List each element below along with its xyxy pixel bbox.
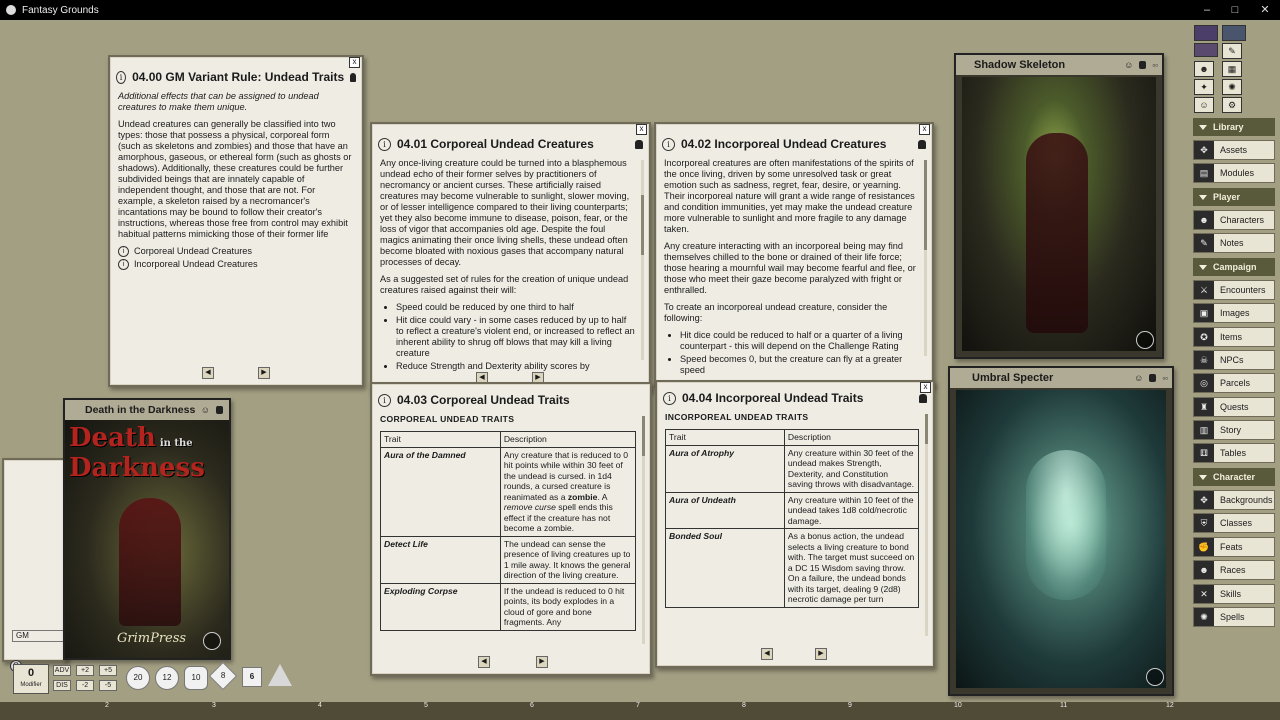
link-corporeal[interactable]	[118, 246, 354, 257]
scrollbar[interactable]	[925, 414, 928, 636]
d4-icon[interactable]	[268, 664, 292, 686]
target-icon[interactable]	[1136, 331, 1154, 349]
classes-icon: ⛨	[1194, 514, 1214, 532]
variant-rule-window[interactable]	[108, 55, 364, 387]
hotkey-number: 12	[1166, 702, 1174, 709]
sidebar-item-images[interactable]	[1193, 303, 1275, 323]
minus-5-button[interactable]: -5	[99, 680, 117, 691]
minimize-button[interactable]: –	[1203, 4, 1211, 16]
target-icon[interactable]	[203, 632, 221, 650]
page-nav	[657, 648, 933, 660]
party-icon[interactable]: ☺	[1194, 97, 1214, 113]
sidebar-item-npcs[interactable]	[1193, 350, 1275, 370]
window-title: 04.02 Incorporeal Undead Creatures	[681, 137, 887, 151]
bullet-list	[664, 330, 918, 376]
table-row	[381, 583, 636, 630]
window-header[interactable]	[662, 134, 926, 154]
category-label: Character	[1213, 472, 1256, 482]
app-icon	[6, 5, 16, 15]
specter-art	[956, 390, 1166, 688]
window-header[interactable]	[116, 67, 356, 87]
lock-icon[interactable]	[919, 394, 927, 403]
chevron-down-icon	[1199, 475, 1207, 480]
sidebar-item-label: Tables	[1220, 448, 1247, 458]
trait-name: Detect Life	[381, 536, 501, 583]
category-campaign[interactable]	[1193, 258, 1275, 276]
races-icon: ☻	[1194, 561, 1214, 579]
lock-icon[interactable]	[216, 406, 223, 414]
column-header: Description	[784, 430, 918, 446]
sidebar-item-backgrounds[interactable]	[1193, 490, 1275, 510]
link-icon: i	[118, 246, 129, 257]
hotkey-number: 6	[530, 702, 534, 709]
minus-2-button[interactable]: -2	[76, 680, 94, 691]
hotkey-bar[interactable]	[0, 702, 1280, 720]
trait-name: Aura of the Damned	[381, 447, 501, 536]
sidebar-item-races[interactable]	[1193, 560, 1275, 580]
section-header: INCORPOREAL UNDEAD TRAITS	[665, 412, 809, 422]
info-icon: i	[378, 394, 391, 407]
sidebar-item-label: Images	[1220, 308, 1250, 318]
pin-icon[interactable]: ✎	[1222, 43, 1242, 59]
corporeal-traits-window[interactable]	[370, 382, 652, 676]
sidebar-item-encounters[interactable]	[1193, 280, 1275, 300]
scrollbar[interactable]	[924, 160, 927, 356]
window-body	[665, 412, 919, 646]
image-header[interactable]	[956, 55, 1162, 75]
window-title: 04.04 Incorporeal Undead Traits	[682, 391, 864, 405]
chat-window[interactable]	[2, 458, 68, 662]
table-row	[666, 529, 919, 608]
table-row	[381, 447, 636, 536]
desc-italic: remove curse	[503, 502, 556, 512]
desc-text: . A	[597, 491, 608, 502]
scroll-thumb[interactable]	[642, 416, 645, 456]
window-body	[664, 158, 918, 380]
next-page-button[interactable]: ▶	[815, 648, 827, 660]
sidebar-item-label: Characters	[1220, 215, 1265, 225]
column-header: Trait	[381, 432, 501, 448]
skeleton-art	[962, 77, 1156, 351]
figure-silhouette	[119, 498, 181, 626]
backgrounds-icon: ✥	[1194, 491, 1214, 509]
list-item: • Hit dice could vary - in some cases reduced by up to half to reflect a creature's violent end, or increased to reflect an inherent ability to shrug off blows that may kill a living creature	[396, 315, 635, 359]
info-icon: i	[663, 392, 676, 405]
paragraph: Any creature interacting with an incorporeal being may find themselves chilled to the bone or drained of their life force; those hearing a mournful wail may become fearful and flee, or those who meet their gaze become paralyzed with fright or enthralled.	[664, 241, 916, 295]
list-item: • Speed becomes 0, but the creature can fly at a greater speed	[680, 354, 918, 376]
trait-name: Aura of Undeath	[666, 492, 785, 529]
info-icon: i	[378, 138, 391, 151]
hotkey-number: 8	[742, 702, 746, 709]
hotkey-number: 3	[212, 702, 216, 709]
paragraph: As a suggested set of rules for the creation of unique undead creatures raised against their will:	[380, 274, 629, 295]
skills-icon: ✕	[1194, 585, 1214, 603]
window-body	[118, 91, 354, 363]
window-header[interactable]	[378, 390, 644, 410]
spells-icon: ✺	[1194, 608, 1214, 626]
sidebar-item-label: Notes	[1220, 238, 1244, 248]
dis-button[interactable]: DIS	[53, 680, 71, 691]
scroll-thumb[interactable]	[925, 414, 928, 444]
sidebar-item-feats[interactable]	[1193, 537, 1275, 557]
share-icon[interactable]: ☺	[1134, 373, 1144, 383]
sidebar-item-label: Spells	[1220, 612, 1245, 622]
trait-description: If the undead is reduced to 0 hit points, its body explodes in a cloud of gore and bone fragments. Any	[500, 583, 635, 630]
sidebar-item-label: Skills	[1220, 589, 1242, 599]
modifier-label: Modifier	[20, 682, 42, 688]
encounters-icon: ⚔	[1194, 281, 1214, 299]
prev-page-button[interactable]: ◀	[202, 367, 214, 379]
sidebar-item-skills[interactable]	[1193, 584, 1275, 604]
close-icon[interactable]: x	[349, 57, 360, 68]
chevron-down-icon	[1199, 195, 1207, 200]
link-incorporeal[interactable]	[118, 259, 354, 270]
desc-text: spell ends this effect if the creature has not become a zombie.	[503, 502, 613, 533]
parcels-icon: ◎	[1194, 374, 1214, 392]
tables-icon: ⚅	[1194, 444, 1214, 462]
category-character[interactable]	[1193, 468, 1275, 486]
page-nav	[110, 367, 362, 379]
sidebar-item-label: Assets	[1220, 145, 1248, 155]
cover-word: in the	[159, 438, 193, 449]
window-title: 04.01 Corporeal Undead Creatures	[397, 137, 594, 151]
list-item: • Hit dice could be reduced to half or a quarter of a living counterpart - this will depend on the Challenge Rating	[680, 330, 918, 352]
image-title: Umbral Specter	[972, 372, 1054, 384]
modifier-value: 0	[27, 667, 35, 679]
incorporeal-creatures-window[interactable]	[654, 122, 934, 388]
d20-icon[interactable]: 20	[126, 666, 150, 690]
trait-name: Aura of Atrophy	[666, 445, 785, 492]
sidebar-item-items[interactable]	[1193, 327, 1275, 347]
window-body	[380, 414, 636, 654]
trait-name: Bonded Soul	[666, 529, 785, 608]
incorporeal-traits-window[interactable]	[655, 380, 935, 668]
window-title: 04.00 GM Variant Rule: Undead Traits	[132, 70, 345, 84]
window-controls-icon[interactable]: ▫▫	[1162, 373, 1168, 383]
plus-5-button[interactable]: +5	[99, 665, 117, 676]
hotkey-number: 2	[105, 702, 109, 709]
sidebar-item-label: NPCs	[1220, 355, 1244, 365]
chat-identity-field[interactable]	[12, 630, 69, 642]
portrait-icon[interactable]	[1194, 43, 1218, 57]
table-row	[666, 445, 919, 492]
sidebar-item-quests[interactable]	[1193, 397, 1275, 417]
category-label: Library	[1213, 122, 1244, 132]
sidebar-item-label: Backgrounds	[1220, 495, 1273, 505]
prev-page-button[interactable]: ◀	[478, 656, 490, 668]
lighting-icon[interactable]: ✺	[1222, 79, 1242, 95]
scrollbar[interactable]	[642, 416, 645, 644]
palette-icon[interactable]: ✦	[1194, 79, 1214, 95]
trait-description: Any creature within 10 feet of the undead takes 1d8 cold/necrotic damage.	[784, 492, 918, 529]
body-text: Undead creatures can generally be classified into two types: those that possess a physical, corporeal form (such as skeletons and zombies) and those that have an amorphous, gaseous, or ethereal form (such as ghosts or shadows). Additionally, these creatures could be further subdivided beings that are innately capable of independent thought, and those that are not. For example, a skeleton raised by a necromancer's incantations may be bound to follow their creator's instructions, whereas those free from control may exhibit habitual patterns mimicking those of their former life	[118, 119, 352, 239]
hotkey-number: 5	[424, 702, 428, 709]
sidebar-item-assets[interactable]	[1193, 140, 1275, 160]
sidebar-item-characters[interactable]	[1193, 210, 1275, 230]
list-item: • Speed could be reduced by one third to half	[396, 302, 635, 313]
gear-icon[interactable]: ⚙	[1222, 97, 1242, 113]
sidebar-item-label: Parcels	[1220, 378, 1251, 388]
link-icon: i	[118, 259, 129, 270]
hotkey-number: 4	[318, 702, 322, 709]
category-player[interactable]	[1193, 188, 1275, 206]
lock-icon[interactable]	[350, 73, 356, 82]
specter-figure	[1026, 450, 1106, 600]
paragraph: Incorporeal creatures are often manifestations of the spirits of the once living, driven by some unresolved task or great emotion such as sadness, regret, fear, desire, or yearning. Their incorporeal nature will grant a wide range of resistances and condition immunities, yet may make the undead creature more vulnerable to sunlight and more fragile to any damage taken.	[664, 158, 915, 234]
image-header[interactable]	[950, 368, 1172, 388]
page-nav	[372, 656, 650, 668]
assets-icon: ✥	[1194, 141, 1214, 159]
image-title: Shadow Skeleton	[974, 59, 1066, 71]
sidebar-item-label: Encounters	[1220, 285, 1266, 295]
image-title: Death in the Darkness	[85, 404, 196, 416]
trait-description: The undead can sense the presence of living creatures up to 1 mile away. It knows the general direction of the living creature.	[500, 536, 635, 583]
cover-image-window[interactable]	[63, 398, 231, 660]
app-title: Fantasy Grounds	[22, 4, 99, 16]
desc-bold: zombie	[567, 491, 598, 502]
intro-text: Additional effects that can be assigned to undead creatures to make them unique.	[118, 91, 319, 112]
app-titlebar	[0, 0, 1280, 20]
close-icon[interactable]: x	[920, 382, 931, 393]
category-library[interactable]	[1193, 118, 1275, 136]
hotkey-number: 9	[848, 702, 852, 709]
users-icon[interactable]: ☻	[1194, 61, 1214, 77]
prev-page-button[interactable]: ◀	[761, 648, 773, 660]
modifier-box[interactable]	[13, 664, 49, 694]
category-label: Player	[1213, 192, 1241, 202]
sidebar-item-label: Feats	[1220, 542, 1243, 552]
sidebar-item-label: Modules	[1220, 168, 1255, 178]
scrollbar[interactable]	[641, 160, 644, 360]
umbral-specter-window[interactable]	[948, 366, 1174, 696]
section-header: CORPOREAL UNDEAD TRAITS	[380, 414, 515, 424]
list-item: • Reduce Strength and Dexterity ability scores by	[396, 361, 635, 372]
notes-icon: ✎	[1194, 234, 1214, 252]
column-header: Description	[500, 432, 635, 448]
sidebar-item-label: Story	[1220, 425, 1242, 435]
figure-silhouette	[1026, 133, 1088, 333]
lock-icon[interactable]	[1149, 374, 1156, 382]
sidebar-item-label: Classes	[1220, 518, 1253, 528]
info-icon: i	[116, 71, 126, 84]
shadow-skeleton-window[interactable]	[954, 53, 1164, 359]
maximize-button[interactable]: □	[1231, 4, 1239, 16]
close-app-button[interactable]: ✕	[1260, 4, 1270, 16]
traits-table	[380, 431, 636, 631]
window-header[interactable]	[663, 388, 927, 408]
trait-description	[500, 447, 635, 536]
link-label: Incorporeal Undead Creatures	[134, 259, 258, 269]
lock-icon[interactable]	[918, 140, 926, 149]
share-icon[interactable]: ☺	[200, 405, 210, 415]
sidebar-item-story[interactable]	[1193, 420, 1275, 440]
table-header-row	[381, 432, 636, 448]
bullet-list	[380, 302, 635, 372]
table-row	[666, 492, 919, 529]
sidebar-item-label: Races	[1220, 565, 1246, 575]
paragraph: Any once-living creature could be turned into a blasphemous undead echo of their former selves by practitioners of necromancy or ancient curses. These artificially raised creatures may become vulnerable to sunlight, slower moving, or of lesser intelligence compared to their living counterparts; yet they also become immune to disease, poison, fear, or the loss of vigor that accompanies old age. Despite the foul magics animating their once living shells, these undead often become bloated with noxious gases that accompany natural processes of decay.	[380, 158, 630, 267]
window-body	[380, 158, 635, 371]
d8-icon[interactable]	[209, 662, 237, 690]
table-header-row	[666, 430, 919, 446]
publisher-logo: GrimPress	[117, 631, 187, 646]
d10-icon[interactable]: 10	[184, 666, 208, 690]
share-icon[interactable]: ☺	[1124, 60, 1134, 70]
link-label: Corporeal Undead Creatures	[134, 246, 252, 256]
d6-icon[interactable]: 6	[242, 667, 262, 687]
cover-word: Death	[69, 423, 156, 453]
next-page-button[interactable]: ▶	[258, 367, 270, 379]
feats-icon: ✊	[1194, 538, 1214, 556]
sidebar-item-spells[interactable]	[1193, 607, 1275, 627]
sidebar-item-notes[interactable]	[1193, 233, 1275, 253]
next-page-button[interactable]: ▶	[532, 372, 544, 384]
scroll-thumb[interactable]	[641, 195, 644, 255]
image-header[interactable]	[65, 400, 229, 420]
chevron-down-icon	[1199, 125, 1207, 130]
characters-icon: ☻	[1194, 211, 1214, 229]
desc-text: Any creature that is reduced to 0 hit points while within 30 feet of the undead is cursed. in 1d4 rounds, a cursed creature is reanimated as a	[503, 449, 629, 502]
items-icon: ✪	[1194, 328, 1214, 346]
calendar-icon[interactable]: ▦	[1222, 61, 1242, 77]
sidebar-item-label: Quests	[1220, 402, 1249, 412]
category-label: Campaign	[1213, 262, 1257, 272]
sidebar-item-classes[interactable]	[1193, 513, 1275, 533]
trait-description: Any creature within 30 feet of the undead makes Strength, Dexterity, and Constitution saving throws with disadvantage.	[784, 445, 918, 492]
cover-word: Darkness	[69, 453, 205, 483]
sidebar-item-tables[interactable]	[1193, 443, 1275, 463]
sidebar-item-modules[interactable]	[1193, 163, 1275, 183]
portrait-icon[interactable]	[1222, 25, 1246, 41]
table-row	[381, 536, 636, 583]
target-icon[interactable]	[1146, 668, 1164, 686]
d8-label: 8	[220, 670, 226, 680]
window-controls-icon[interactable]: ▫▫	[1152, 60, 1158, 70]
story-icon: ▥	[1194, 421, 1214, 439]
sidebar-item-parcels[interactable]	[1193, 373, 1275, 393]
lock-icon[interactable]	[635, 140, 643, 149]
window-header[interactable]	[378, 134, 643, 154]
hotkey-number: 11	[1060, 702, 1068, 709]
trait-description: As a bonus action, the undead selects a living creature to bond with. The target must succeed on a DC 15 Wisdom saving throw. On a failure, the undead bonds with its target, dealing 9 (2d8) necrotic damage per turn	[784, 529, 918, 608]
hotkey-number: 7	[636, 702, 640, 709]
images-icon: ▣	[1194, 304, 1214, 322]
sidebar-item-label: Items	[1220, 332, 1243, 342]
trait-name: Exploding Corpse	[381, 583, 501, 630]
next-page-button[interactable]: ▶	[536, 656, 548, 668]
traits-table	[665, 429, 919, 608]
chat-identity-label: GM	[16, 631, 29, 640]
hotkey-number: 10	[954, 702, 962, 709]
plus-2-button[interactable]: +2	[76, 665, 94, 676]
close-icon[interactable]: x	[636, 124, 647, 135]
window-title: 04.03 Corporeal Undead Traits	[397, 393, 570, 407]
lock-icon[interactable]	[1139, 61, 1146, 69]
prev-page-button[interactable]: ◀	[476, 372, 488, 384]
adv-button[interactable]: ADV	[54, 667, 70, 674]
d12-icon[interactable]: 12	[155, 666, 179, 690]
close-icon[interactable]: x	[919, 124, 930, 135]
quests-icon: ♜	[1194, 398, 1214, 416]
cover-art	[65, 420, 229, 658]
chevron-down-icon	[1199, 265, 1207, 270]
portrait-icon[interactable]	[1194, 25, 1218, 41]
paragraph: To create an incorporeal undead creature, consider the following:	[664, 302, 888, 323]
cover-art-title	[69, 423, 205, 483]
npcs-icon: ☠	[1194, 351, 1214, 369]
scroll-thumb[interactable]	[924, 160, 927, 250]
info-icon: i	[662, 138, 675, 151]
column-header: Trait	[666, 430, 785, 446]
modules-icon: ▤	[1194, 164, 1214, 182]
corporeal-creatures-window[interactable]	[370, 122, 651, 392]
